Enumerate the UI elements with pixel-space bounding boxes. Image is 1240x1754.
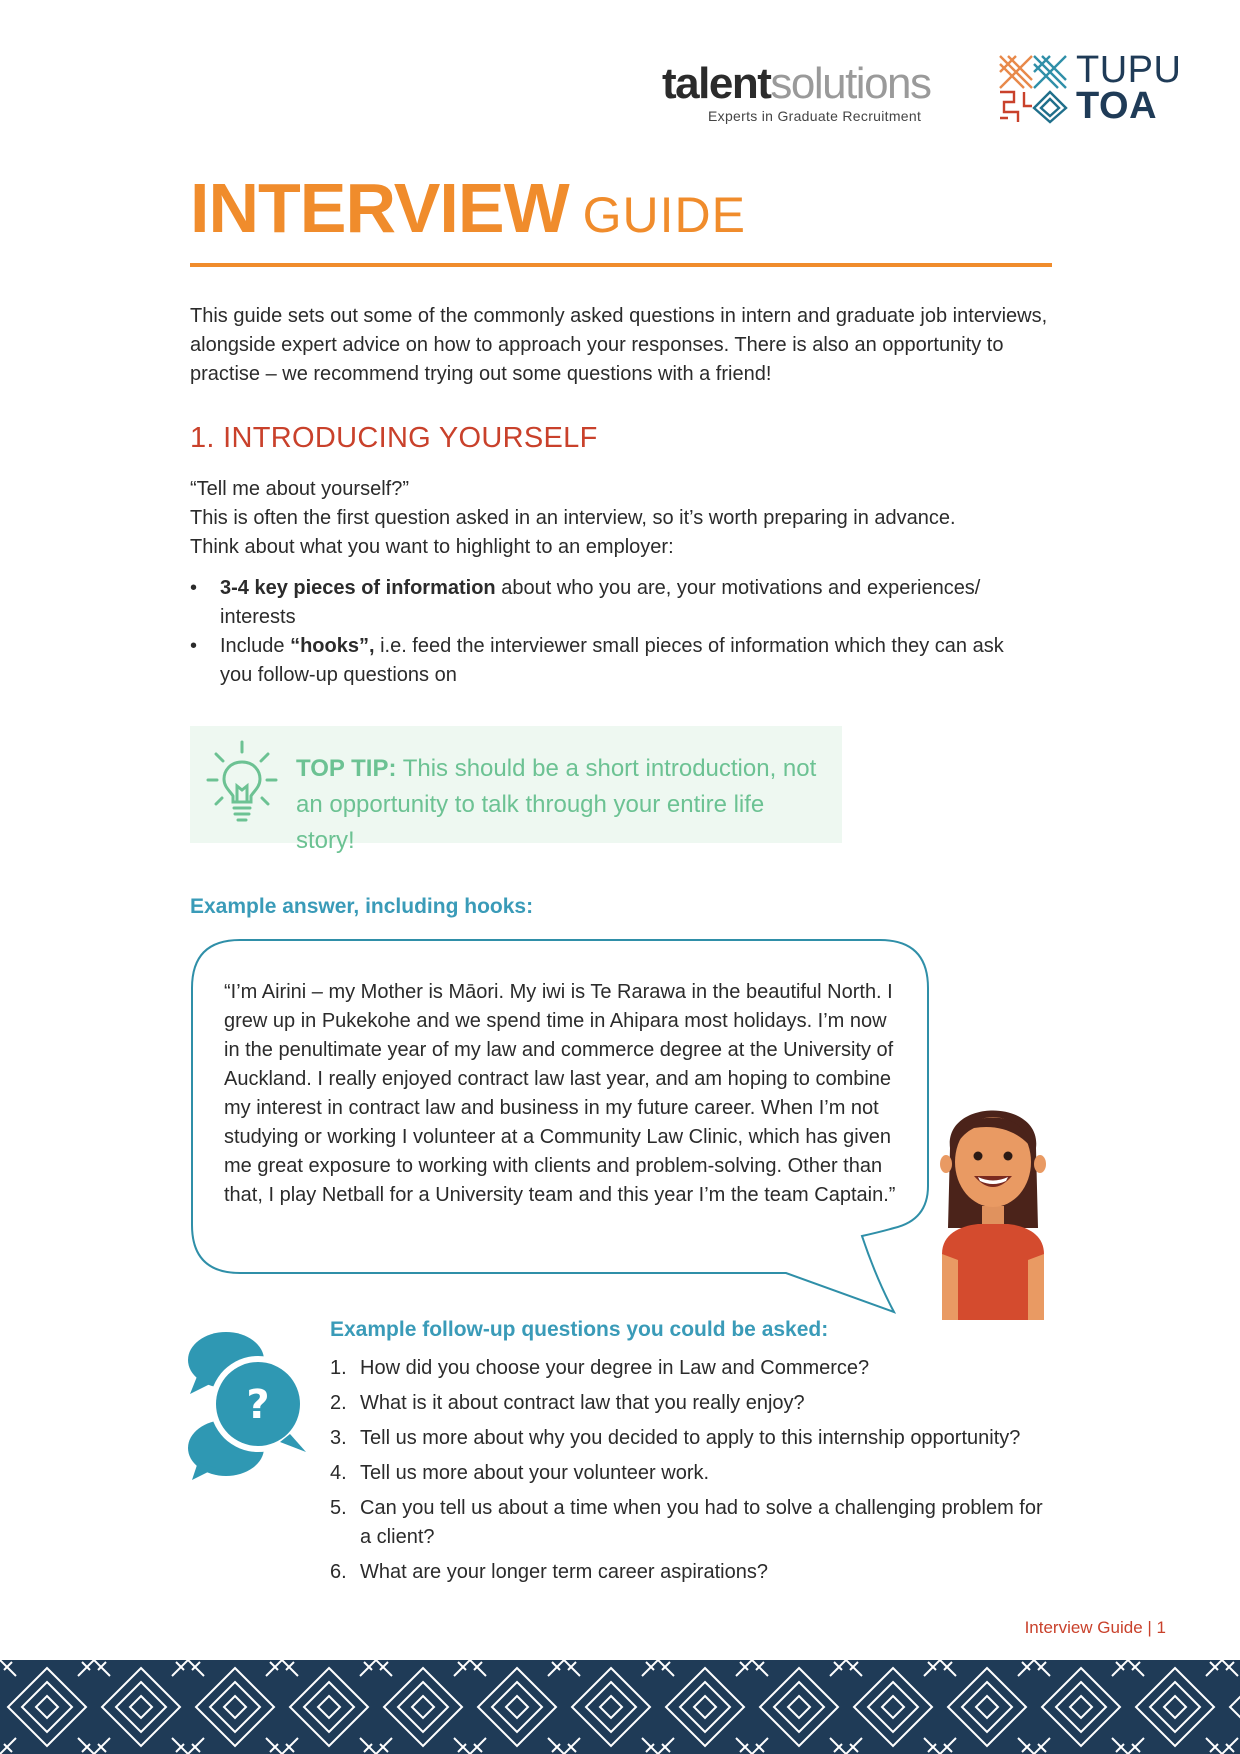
page-title bbox=[190, 168, 746, 248]
list-item bbox=[330, 1424, 1045, 1453]
item-number: 3. bbox=[330, 1427, 347, 1449]
title-sub: GUIDE bbox=[582, 187, 746, 243]
top-tip-text bbox=[296, 751, 826, 859]
logo-solutions-text: solutions bbox=[770, 59, 931, 108]
lightbulb-icon bbox=[206, 740, 278, 824]
list-item bbox=[330, 1494, 1045, 1552]
section-heading: 1. INTRODUCING YOURSELF bbox=[190, 422, 598, 454]
item-number: 6. bbox=[330, 1561, 347, 1583]
followup-list bbox=[330, 1354, 1045, 1593]
list-item bbox=[190, 632, 1020, 690]
bullet-2-rest: i.e. feed the interviewer small pieces of information which they can ask you follow-up questions on bbox=[220, 635, 1004, 686]
item-text: Tell us more about why you decided to apply to this internship opportunity? bbox=[360, 1427, 1021, 1449]
svg-text:?: ? bbox=[246, 1382, 270, 1428]
page-number: Interview Guide | 1 bbox=[1024, 1618, 1166, 1637]
section-line-1: This is often the first question asked in an interview, so it’s worth preparing in advance. bbox=[190, 507, 956, 529]
followup-label: Example follow-up questions you could be asked: bbox=[330, 1318, 829, 1341]
bullet-2-start: Include bbox=[220, 635, 291, 657]
list-item bbox=[330, 1558, 1045, 1587]
item-number: 4. bbox=[330, 1462, 347, 1484]
intro-paragraph: This guide sets out some of the commonly asked questions in intern and graduate job interviews, alongside expert advice on how to approach your responses. There is also an opportunity to practise – we recommend trying out some questions with a friend! bbox=[190, 305, 1048, 385]
top-tip-label: TOP TIP: bbox=[296, 755, 397, 782]
item-number: 5. bbox=[330, 1497, 347, 1519]
list-item bbox=[190, 574, 1020, 632]
tupu-toa-pattern-icon bbox=[998, 54, 1068, 124]
item-text: How did you choose your degree in Law and Commerce? bbox=[360, 1357, 870, 1379]
bullet-1-rest: about who you are, your motivations and experiences/ interests bbox=[220, 577, 981, 628]
bullet-1-bold: 3-4 key pieces of information bbox=[220, 577, 496, 599]
list-item bbox=[330, 1459, 1045, 1488]
student-avatar-icon bbox=[934, 1088, 1052, 1320]
logo-talent-text: talent bbox=[662, 59, 771, 108]
title-divider bbox=[190, 263, 1052, 267]
bullet-2-bold: “hooks”, bbox=[290, 635, 375, 657]
item-text: Tell us more about your volunteer work. bbox=[360, 1462, 710, 1484]
item-number: 1. bbox=[330, 1357, 347, 1379]
logo-tagline: Experts in Graduate Recruitment bbox=[708, 108, 922, 124]
example-answer-text: “I’m Airini – my Mother is Māori. My iwi is Te Rarawa in the beautiful North. I grew up in Pukekohe and we spend time in Ahipara most holidays. I’m now in the penultimate year of my law and commerce degree at the University of Auckland. I really enjoyed contract law last year, and am hoping to combine my interest in contract law and business in my future career. When I’m not studying or working I volunteer at a Community Law Clinic, which has given me great exposure to working with clients and problem-solving. Other than that, I play Netball for a University team and this year I’m the team Captain.” bbox=[224, 981, 896, 1206]
top-tip-body: This should be a short introduction, not an opportunity to talk through your entire life story! bbox=[296, 755, 817, 854]
title-main: INTERVIEW bbox=[190, 169, 569, 247]
tupu-toa-logo-text bbox=[1076, 49, 1182, 127]
item-text: What is it about contract law that you really enjoy? bbox=[360, 1392, 805, 1414]
list-item bbox=[330, 1354, 1045, 1383]
item-text: What are your longer term career aspirations? bbox=[360, 1561, 768, 1583]
talent-solutions-logo bbox=[662, 59, 948, 124]
question-bubbles-icon bbox=[188, 1330, 308, 1480]
item-text: Can you tell us about a time when you had to solve a challenging problem for a client? bbox=[360, 1497, 1043, 1548]
toa-text: TOA bbox=[1076, 85, 1158, 127]
key-points-list bbox=[190, 574, 1020, 690]
example-answer-label: Example answer, including hooks: bbox=[190, 895, 534, 918]
list-item bbox=[330, 1389, 1045, 1418]
footer-pattern bbox=[0, 1660, 1240, 1754]
top-tip-box bbox=[190, 726, 842, 854]
section-question: “Tell me about yourself?” bbox=[190, 478, 409, 500]
item-number: 2. bbox=[330, 1392, 347, 1414]
section-line-2: Think about what you want to highlight to an employer: bbox=[190, 536, 674, 558]
tupu-text: TUPU bbox=[1076, 49, 1182, 91]
